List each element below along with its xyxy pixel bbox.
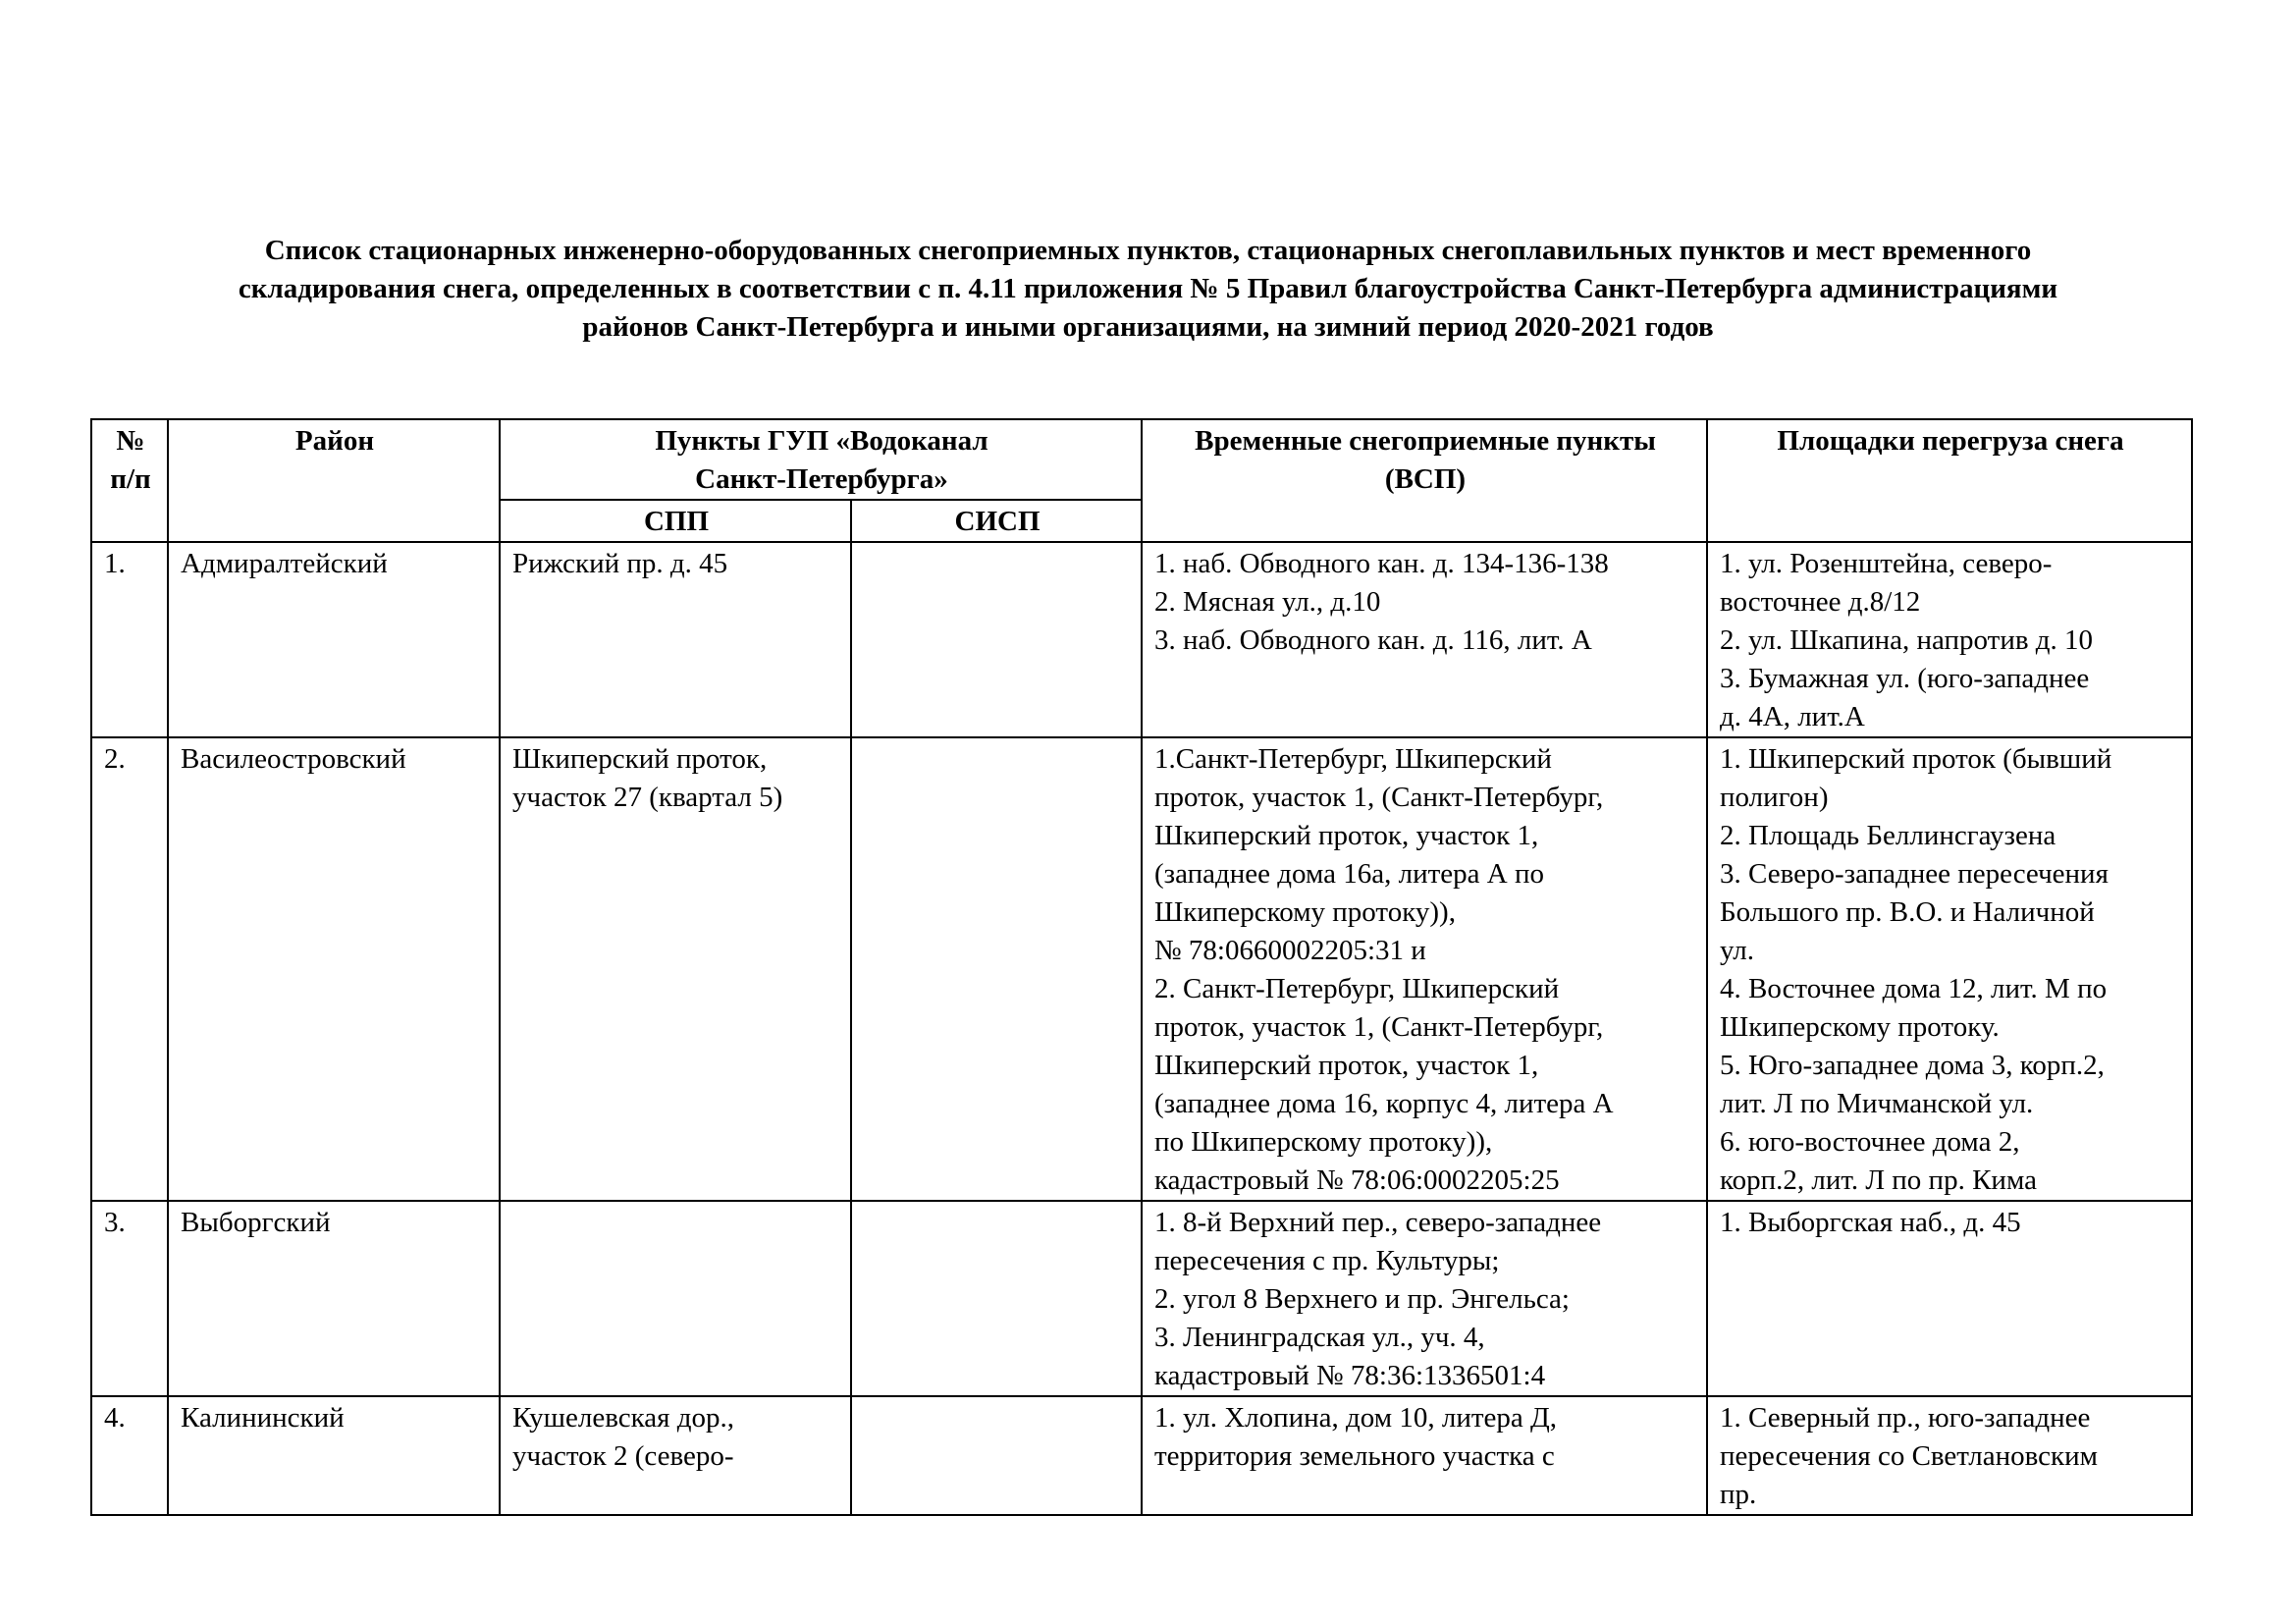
cell-line: 6. юго-восточнее дома 2, xyxy=(1720,1126,2020,1158)
cell-line: 3. наб. Обводного кан. д. 116, лит. А xyxy=(1154,624,1592,656)
table-row xyxy=(91,1201,2192,1396)
cell-line: Шкиперскому протоку. xyxy=(1720,1011,2000,1043)
cell-num: 4. xyxy=(91,1396,168,1515)
cell-line: лит. Л по Мичманской ул. xyxy=(1720,1088,2034,1119)
cell-line: 2. ул. Шкапина, напротив д. 10 xyxy=(1720,624,2094,656)
cell-line: ул. xyxy=(1720,935,1754,966)
cell-line: кадастровый № 78:36:1336501:4 xyxy=(1154,1360,1546,1391)
header-spp: СПП xyxy=(500,500,851,542)
cell-line: 2. Мясная ул., д.10 xyxy=(1154,586,1381,618)
cell-vsp xyxy=(1142,1201,1707,1396)
header-gup: Пункты ГУП «Водоканал Санкт-Петербурга» xyxy=(500,419,1142,500)
cell-line: 1. ул. Хлопина, дом 10, литера Д, xyxy=(1154,1402,1558,1434)
header-vsp: Временные снегоприемные пункты (ВСП) xyxy=(1142,419,1707,542)
cell-line: Шкиперский проток, участок 1, xyxy=(1154,820,1539,851)
cell-transfer xyxy=(1707,1201,2192,1396)
cell-line: 2. Санкт-Петербург, Шкиперский xyxy=(1154,973,1560,1004)
cell-vsp xyxy=(1142,542,1707,737)
cell-line: восточнее д.8/12 xyxy=(1720,586,1921,618)
cell-district: Адмиралтейский xyxy=(168,542,500,737)
cell-district: Выборгский xyxy=(168,1201,500,1396)
cell-line: 2. угол 8 Верхнего и пр. Энгельса; xyxy=(1154,1283,1570,1315)
cell-num: 2. xyxy=(91,737,168,1201)
cell-line: Большого пр. В.О. и Наличной xyxy=(1720,896,2095,928)
cell-spp xyxy=(500,737,851,1201)
cell-line: проток, участок 1, (Санкт-Петербург, xyxy=(1154,782,1604,813)
cell-line: 3. Бумажная ул. (юго-западнее xyxy=(1720,663,2090,694)
cell-vsp xyxy=(1142,737,1707,1201)
cell-line: корп.2, лит. Л по пр. Кима xyxy=(1720,1164,2037,1196)
cell-line: 1. ул. Розенштейна, северо- xyxy=(1720,548,2053,579)
snow-points-table xyxy=(90,418,2193,1516)
title-line: Список стационарных инженерно-оборудованных снегоприемных пунктов, стационарных снегоплавильных пунктов и мест временного xyxy=(264,235,2032,266)
cell-line: 1. Шкиперский проток (бывший xyxy=(1720,743,2112,775)
header-transfer: Площадки перегруза снега xyxy=(1707,419,2192,542)
cell-sisp xyxy=(851,542,1142,737)
cell-line: 4. Восточнее дома 12, лит. М по xyxy=(1720,973,2108,1004)
cell-line: полигон) xyxy=(1720,782,1829,813)
cell-line: кадастровый № 78:06:0002205:25 xyxy=(1154,1164,1560,1196)
title-line: складирования снега, определенных в соответствии с п. 4.11 приложения № 5 Правил благоустройства Санкт-Петербурга администрациями xyxy=(238,273,2058,304)
cell-line: Шкиперский проток, xyxy=(512,743,768,775)
cell-line: 2. Площадь Беллинсгаузена xyxy=(1720,820,2056,851)
cell-line: пересечения со Светлановским xyxy=(1720,1440,2098,1472)
cell-sisp xyxy=(851,737,1142,1201)
cell-line: по Шкиперскому протоку)), xyxy=(1154,1126,1493,1158)
cell-line: 1. 8-й Верхний пер., северо-западнее xyxy=(1154,1207,1602,1238)
table-row xyxy=(91,737,2192,1201)
cell-line: Кушелевская дор., xyxy=(512,1402,734,1434)
cell-spp xyxy=(500,542,851,737)
cell-line: 1. Выборгская наб., д. 45 xyxy=(1720,1207,2021,1238)
cell-line: проток, участок 1, (Санкт-Петербург, xyxy=(1154,1011,1604,1043)
cell-line: территория земельного участка с xyxy=(1154,1440,1555,1472)
cell-line: д. 4А, лит.А xyxy=(1720,701,1865,732)
cell-line: 3. Ленинградская ул., уч. 4, xyxy=(1154,1322,1485,1353)
header-district: Район xyxy=(168,419,500,542)
cell-district: Василеостровский xyxy=(168,737,500,1201)
cell-line: № 78:0660002205:31 и xyxy=(1154,935,1426,966)
cell-sisp xyxy=(851,1201,1142,1396)
cell-line: участок 27 (квартал 5) xyxy=(512,782,783,813)
cell-spp xyxy=(500,1396,851,1515)
cell-line: 3. Северо-западнее пересечения xyxy=(1720,858,2109,890)
cell-transfer xyxy=(1707,1396,2192,1515)
cell-line: 5. Юго-западнее дома 3, корп.2, xyxy=(1720,1050,2105,1081)
cell-transfer xyxy=(1707,542,2192,737)
table-row xyxy=(91,1396,2192,1515)
cell-spp xyxy=(500,1201,851,1396)
cell-line: 1.Санкт-Петербург, Шкиперский xyxy=(1154,743,1552,775)
cell-line: Рижский пр. д. 45 xyxy=(512,548,728,579)
cell-line: участок 2 (северо- xyxy=(512,1440,734,1472)
cell-line: пересечения с пр. Культуры; xyxy=(1154,1245,1500,1276)
title-line: районов Санкт-Петербурга и иными организациями, на зимний период 2020-2021 годов xyxy=(582,311,1714,343)
cell-line: Шкиперский проток, участок 1, xyxy=(1154,1050,1539,1081)
cell-line: (западнее дома 16а, литера А по xyxy=(1154,858,1544,890)
cell-transfer xyxy=(1707,737,2192,1201)
cell-district: Калининский xyxy=(168,1396,500,1515)
header-num: № п/п xyxy=(91,419,168,542)
cell-line: пр. xyxy=(1720,1479,1757,1510)
cell-line: (западнее дома 16, корпус 4, литера А xyxy=(1154,1088,1614,1119)
document-title xyxy=(59,232,2237,347)
cell-vsp xyxy=(1142,1396,1707,1515)
cell-num: 3. xyxy=(91,1201,168,1396)
cell-line: 1. наб. Обводного кан. д. 134-136-138 xyxy=(1154,548,1609,579)
table-row xyxy=(91,542,2192,737)
header-sisp: СИСП xyxy=(851,500,1142,542)
table-body xyxy=(91,542,2192,1515)
cell-line: 1. Северный пр., юго-западнее xyxy=(1720,1402,2091,1434)
cell-sisp xyxy=(851,1396,1142,1515)
cell-num: 1. xyxy=(91,542,168,737)
cell-line: Шкиперскому протоку)), xyxy=(1154,896,1456,928)
